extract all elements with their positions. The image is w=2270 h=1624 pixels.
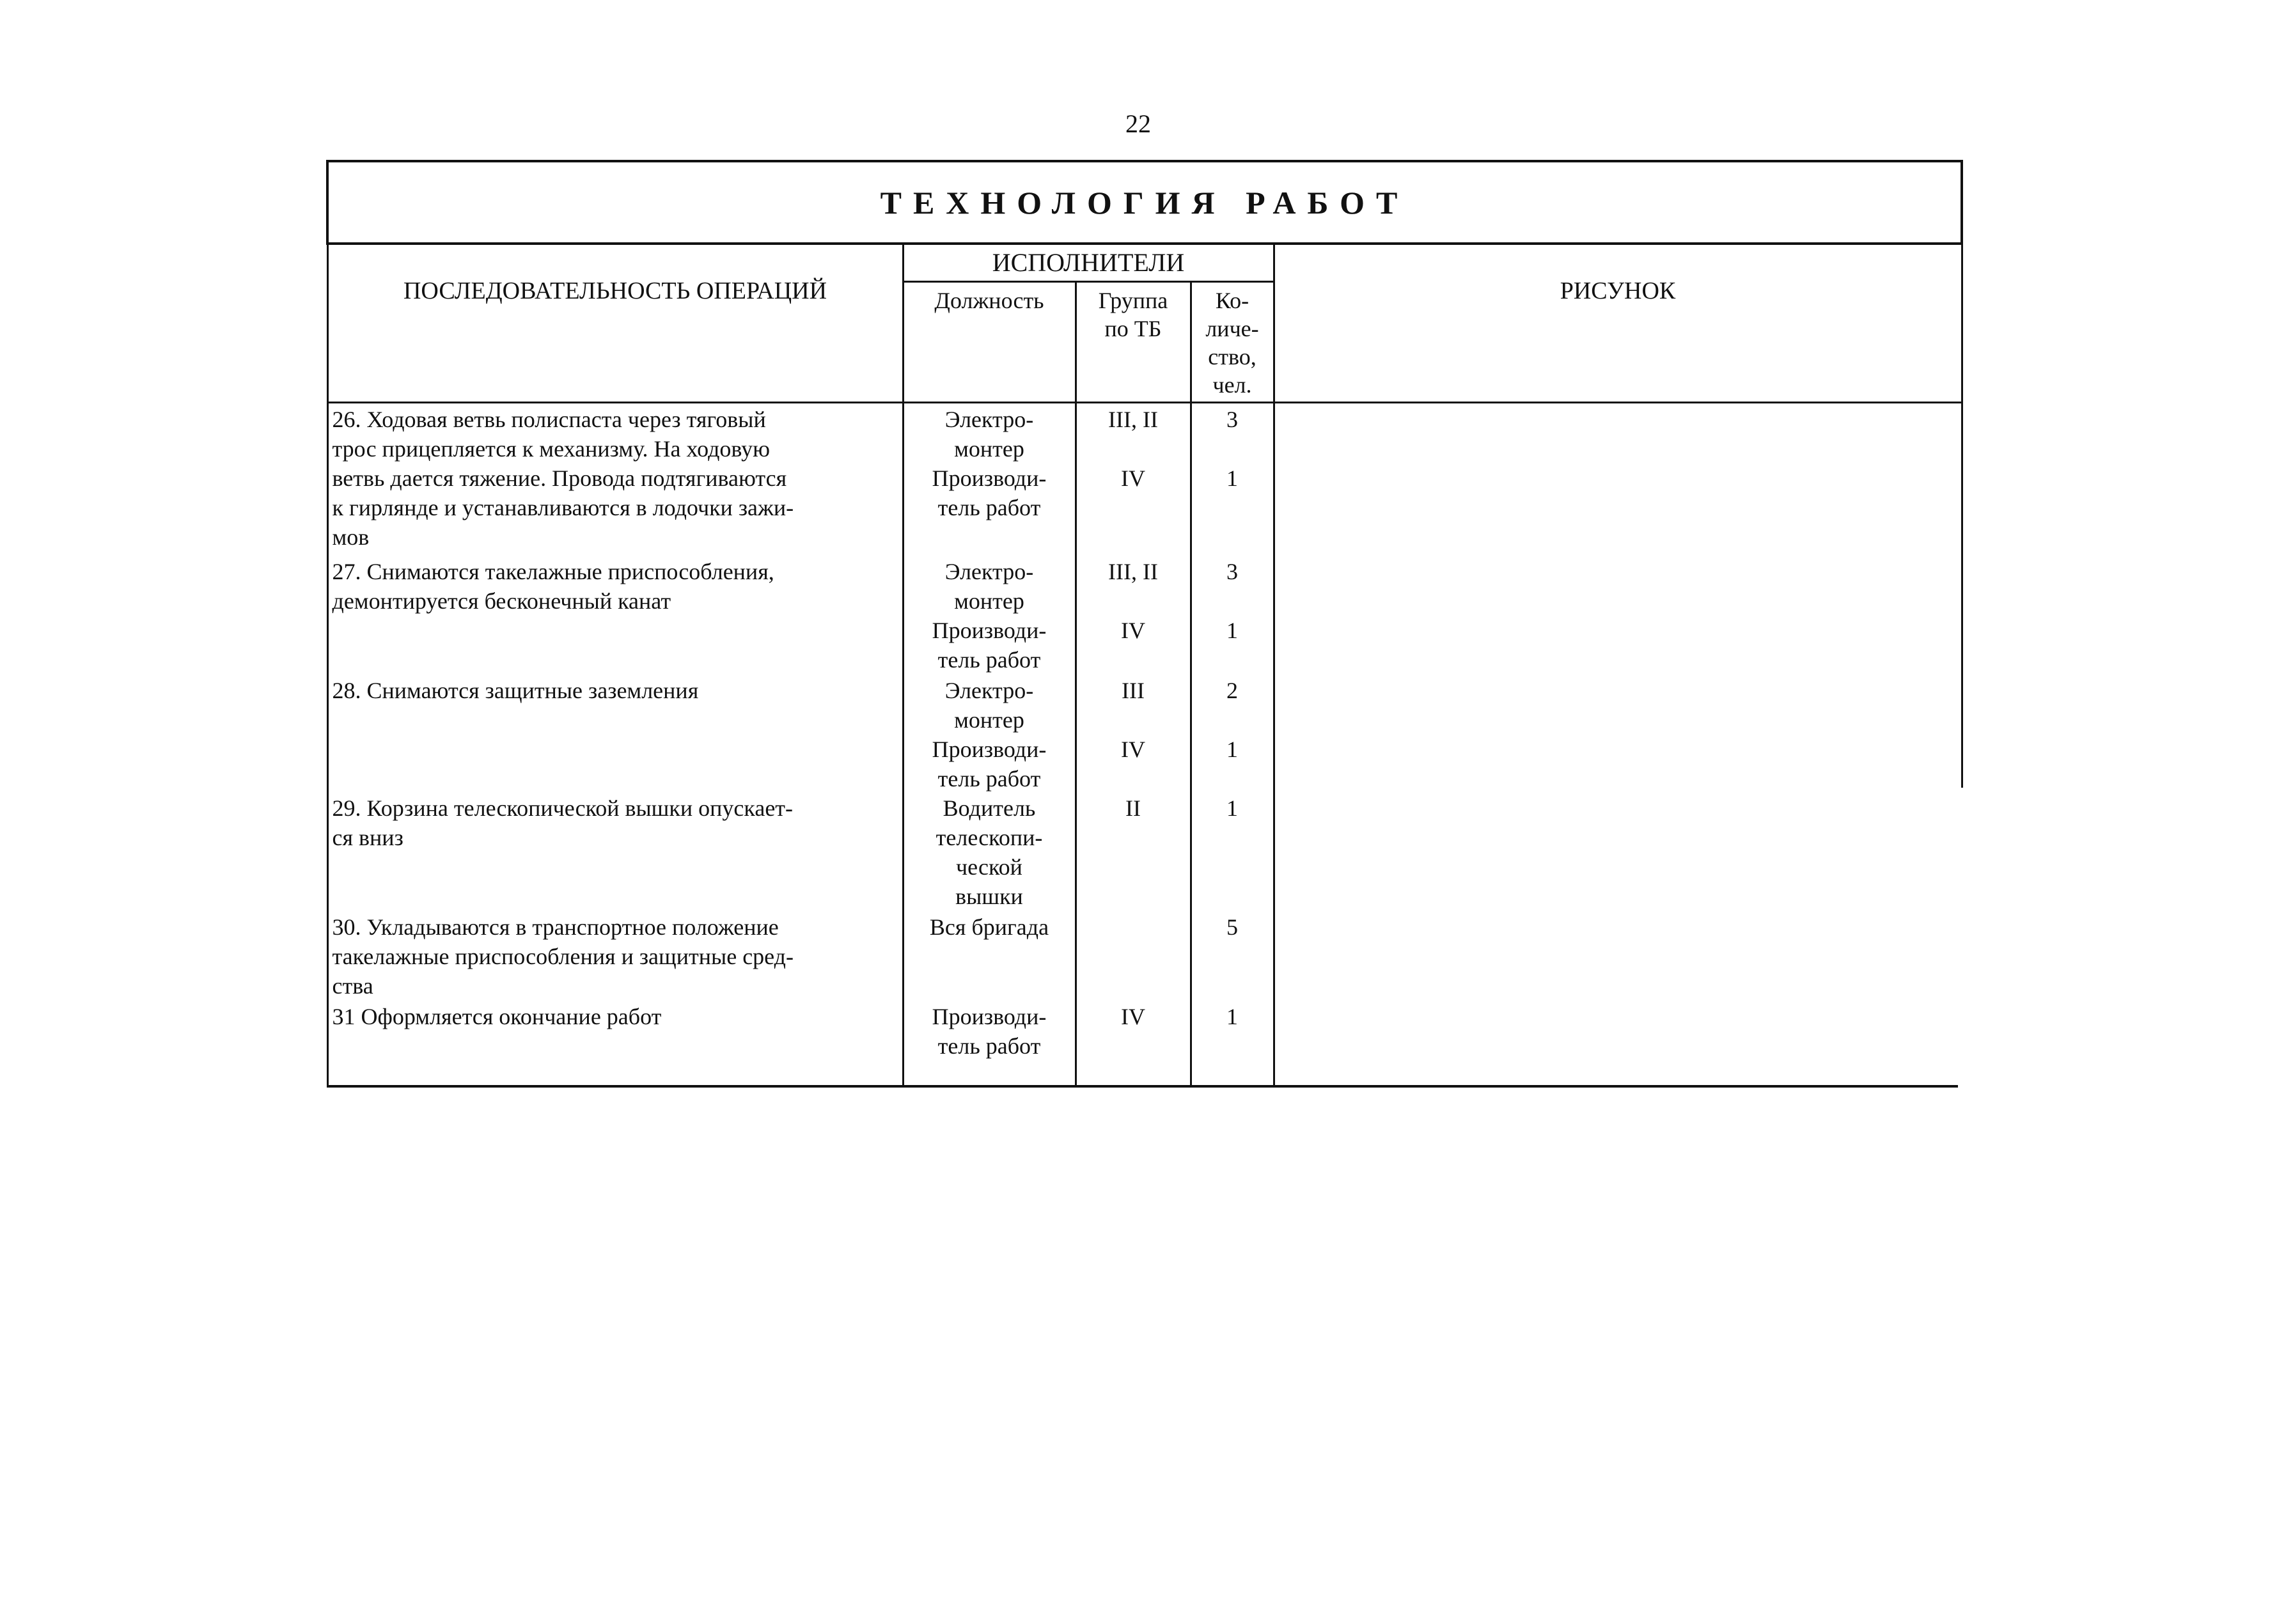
group-28	[1077, 676, 1190, 793]
position-line: Производи-	[932, 618, 1047, 643]
header-position: Должность	[903, 282, 1076, 403]
operation-line: трос прицепляется к механизму. На ходовую	[332, 436, 771, 462]
position-line: Электро-	[944, 407, 1034, 432]
position-column	[903, 403, 1076, 1087]
count-28	[1192, 676, 1273, 793]
position-line: телескопи-	[935, 825, 1043, 850]
count-27	[1192, 557, 1273, 676]
group-value: IV	[1121, 737, 1145, 762]
work-technology-sheet	[326, 160, 1963, 1087]
operation-line: демонтируется бесконечный канат	[332, 588, 671, 614]
group-value: III, II	[1108, 407, 1158, 432]
group-30	[1077, 912, 1190, 1002]
position-line: вышки	[955, 884, 1023, 909]
header-picture: РИСУНОК	[1274, 244, 1962, 403]
operation-line: 28. Снимаются защитные заземления	[332, 678, 699, 703]
table-body-row	[327, 403, 1962, 1087]
count-value: 1	[1226, 465, 1238, 491]
position-line: монтер	[954, 588, 1024, 614]
table-title: ТЕХНОЛОГИЯ РАБОТ	[327, 161, 1962, 244]
operation-line: ства	[332, 973, 373, 999]
position-line: Электро-	[944, 678, 1034, 703]
group-value: IV	[1121, 1004, 1145, 1029]
count-value: 3	[1226, 407, 1238, 432]
position-line: тель работ	[937, 1033, 1041, 1059]
operation-27	[333, 557, 889, 676]
position-line: тель работ	[937, 766, 1041, 792]
header-count-line: Ко-	[1215, 288, 1249, 313]
group-value: IV	[1121, 618, 1145, 643]
header-group	[1076, 282, 1191, 403]
position-line: тель работ	[937, 647, 1041, 673]
picture-area	[1274, 403, 1962, 1087]
group-value: II	[1125, 795, 1141, 821]
header-performers: ИСПОЛНИТЕЛИ	[903, 244, 1274, 282]
operation-26	[333, 403, 889, 557]
position-line: монтер	[954, 707, 1024, 733]
count-value: 3	[1226, 559, 1238, 584]
count-value: 1	[1226, 1004, 1238, 1029]
position-line: ческой	[956, 854, 1022, 880]
position-line: тель работ	[937, 495, 1041, 520]
group-31	[1077, 1002, 1190, 1085]
header-group-line: Группа	[1098, 288, 1168, 313]
position-line: Производи-	[932, 465, 1047, 491]
count-26	[1192, 403, 1273, 557]
group-27	[1077, 557, 1190, 676]
operation-29	[333, 793, 889, 912]
operation-line: такелажные приспособления и защитные сред-	[332, 944, 794, 969]
count-value: 2	[1226, 678, 1238, 703]
count-31	[1192, 1002, 1273, 1085]
position-31	[904, 1002, 1075, 1085]
operations-column	[327, 403, 903, 1087]
header-count	[1191, 282, 1274, 403]
operation-line: 26. Ходовая ветвь полиспаста через тяговый	[332, 407, 766, 432]
group-value: III	[1122, 678, 1145, 703]
group-value: IV	[1121, 465, 1145, 491]
group-26	[1077, 403, 1190, 557]
count-30	[1192, 912, 1273, 1002]
operation-line: к гирлянде и устанавливаются в лодочки зажи-	[332, 495, 794, 520]
operation-28	[333, 676, 889, 793]
operation-line: мов	[332, 524, 370, 550]
position-27	[904, 557, 1075, 676]
header-count-line: чел.	[1212, 372, 1252, 398]
header-count-line: ство,	[1208, 344, 1256, 370]
work-technology-table	[326, 160, 1963, 1088]
position-26	[904, 403, 1075, 557]
position-line: Водитель	[943, 795, 1036, 821]
position-line: Электро-	[944, 559, 1034, 584]
operation-line: 27. Снимаются такелажные приспособления,	[332, 559, 774, 584]
position-line: Вся бригада	[929, 914, 1049, 940]
position-30	[904, 912, 1075, 1002]
operation-30	[333, 912, 889, 1002]
position-line: монтер	[954, 436, 1024, 462]
picture-border-gap	[1958, 788, 1963, 1095]
operation-line: ся вниз	[332, 825, 403, 850]
operation-line: ветвь дается тяжение. Провода подтягиваются	[332, 465, 787, 491]
count-value: 5	[1226, 914, 1238, 940]
header-count-line: личе-	[1205, 316, 1259, 341]
count-value: 1	[1226, 795, 1238, 821]
operation-31	[333, 1002, 889, 1085]
header-group-line: по ТБ	[1104, 316, 1162, 341]
position-line: Производи-	[932, 737, 1047, 762]
page-number: 22	[1125, 109, 1151, 138]
operation-line: 31 Оформляется окончание работ	[332, 1004, 662, 1029]
count-column	[1191, 403, 1274, 1087]
count-value: 1	[1226, 618, 1238, 643]
group-column	[1076, 403, 1191, 1087]
header-operations: ПОСЛЕДОВАТЕЛЬНОСТЬ ОПЕРАЦИЙ	[327, 244, 903, 403]
operation-line: 30. Укладываются в транспортное положение	[332, 914, 779, 940]
position-line: Производи-	[932, 1004, 1047, 1029]
group-29	[1077, 793, 1190, 912]
group-value: III, II	[1108, 559, 1158, 584]
operation-line: 29. Корзина телескопической вышки опускает-	[332, 795, 794, 821]
count-value: 1	[1226, 737, 1238, 762]
position-29	[904, 793, 1075, 912]
count-29	[1192, 793, 1273, 912]
position-28	[904, 676, 1075, 793]
